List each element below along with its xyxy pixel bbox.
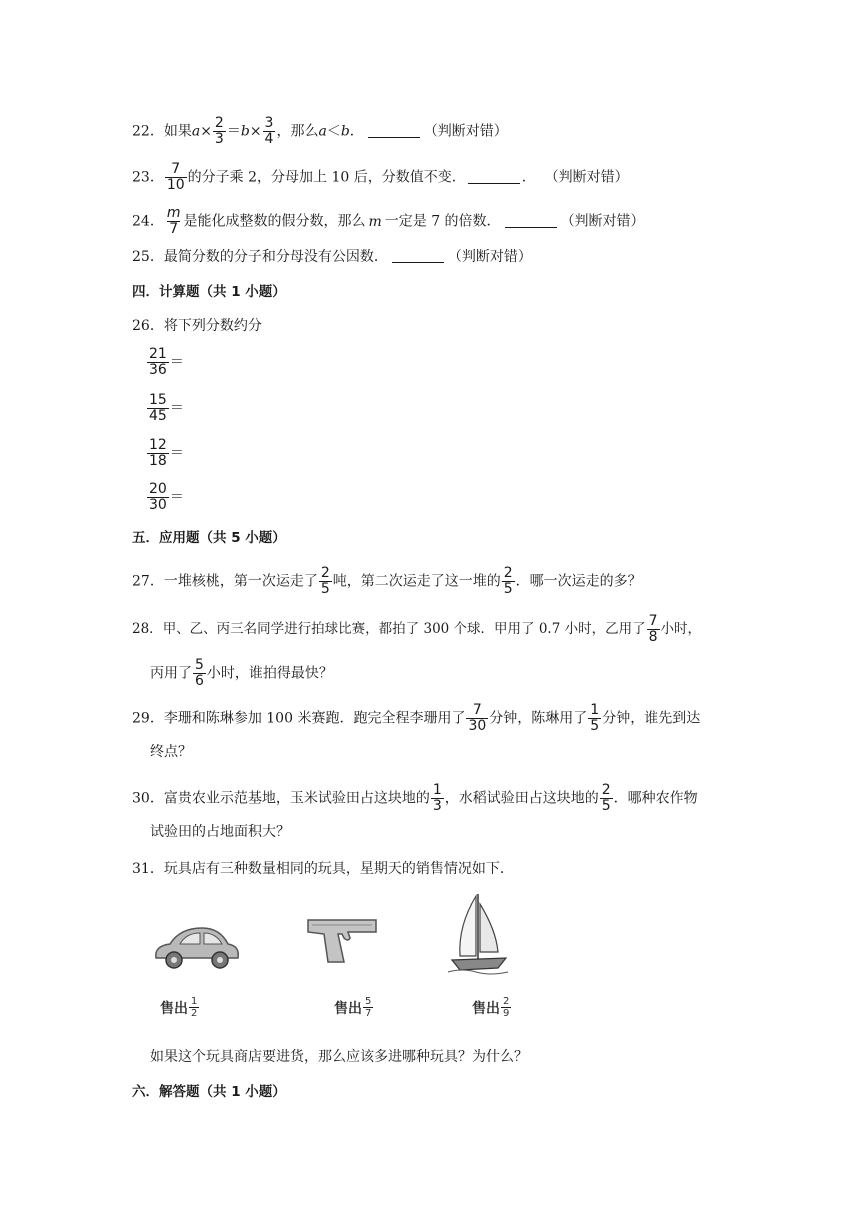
reduce-item: $\frac{15}{45}$ ＝ bbox=[149, 392, 184, 424]
question-28-cont: 丙用了 $\frac{5}{6}$ 小时，谁拍得最快？ bbox=[150, 657, 333, 689]
fraction: $\frac{m}{7}$ bbox=[166, 205, 181, 237]
answer-blank[interactable] bbox=[392, 248, 444, 263]
reduce-item: $\frac{12}{18}$ ＝ bbox=[149, 437, 184, 469]
section-heading-4: 四．计算题（共 1 小题） bbox=[132, 284, 286, 300]
question-24: 24． $\frac{m}{7}$ 是能化成整数的假分数，那么 m 一定是 7 的倍数． （判断对错） bbox=[132, 205, 645, 237]
car-icon bbox=[150, 918, 244, 974]
question-22: 22．如果a× $\frac{2}{3}$ ＝b× $\frac{3}{4}$ ，那么a＜b． （判断对错） bbox=[132, 115, 508, 147]
question-30-cont: 试验田的占地面积大？ bbox=[150, 824, 290, 840]
question-23: 23． $\frac{7}{10}$ 的分子乘 2，分母加上 10 后，分数值不变． ． （判断对错） bbox=[132, 161, 629, 193]
question-30: 30．富贵农业示范基地，玉米试验田占这块地的 $\frac{1}{3}$ ，水稻试验田占这块地的 $\frac{2}{5}$ ．哪种农作物 bbox=[132, 782, 698, 814]
fraction: $\frac{3}{4}$ bbox=[264, 115, 274, 147]
toy-caption-pistol: 售出 $\frac{5}{7}$ bbox=[334, 996, 372, 1019]
question-29: 29．李珊和陈琳参加 100 米赛跑．跑完全程李珊用了 $\frac{7}{30}$ 分钟，陈琳用了 $\frac{1}{5}$ 分钟，谁先到达 bbox=[132, 702, 701, 734]
reduce-item: $\frac{21}{36}$ ＝ bbox=[149, 346, 184, 378]
sailboat-icon bbox=[446, 890, 510, 976]
section-heading-5: 五．应用题（共 5 小题） bbox=[132, 530, 286, 546]
toy-caption-car: 售出 $\frac{1}{2}$ bbox=[160, 996, 198, 1019]
question-31: 31．玩具店有三种数量相同的玩具，星期天的销售情况如下． bbox=[132, 861, 514, 877]
answer-blank[interactable] bbox=[468, 169, 520, 184]
pistol-icon bbox=[304, 912, 380, 968]
question-27: 27．一堆核桃，第一次运走了 $\frac{2}{5}$ 吨，第二次运走了这一堆的 $\frac{2}{5}$ ．哪一次运走的多？ bbox=[132, 565, 642, 597]
question-29-cont: 终点？ bbox=[150, 744, 192, 760]
section-heading-6: 六．解答题（共 1 小题） bbox=[132, 1084, 286, 1100]
fraction: $\frac{7}{10}$ bbox=[166, 161, 185, 193]
question-28: 28．甲、乙、丙三名同学进行拍球比赛，都拍了 300 个球．甲用了 0.7 小时，乙用了 $\frac{7}{8}$ 小时， bbox=[132, 613, 702, 645]
question-25: 25．最简分数的分子和分母没有公因数． （判断对错） bbox=[132, 249, 532, 265]
toy-caption-sailboat: 售出 $\frac{2}{9}$ bbox=[472, 996, 510, 1019]
question-31-ask: 如果这个玩具商店要进货，那么应该多进哪种玩具？为什么？ bbox=[150, 1049, 528, 1065]
question-26: 26．将下列分数约分 bbox=[132, 318, 262, 334]
reduce-item: $\frac{20}{30}$ ＝ bbox=[149, 481, 184, 513]
fraction: $\frac{2}{3}$ bbox=[214, 115, 224, 147]
answer-blank[interactable] bbox=[505, 213, 557, 228]
answer-blank[interactable] bbox=[368, 123, 420, 138]
